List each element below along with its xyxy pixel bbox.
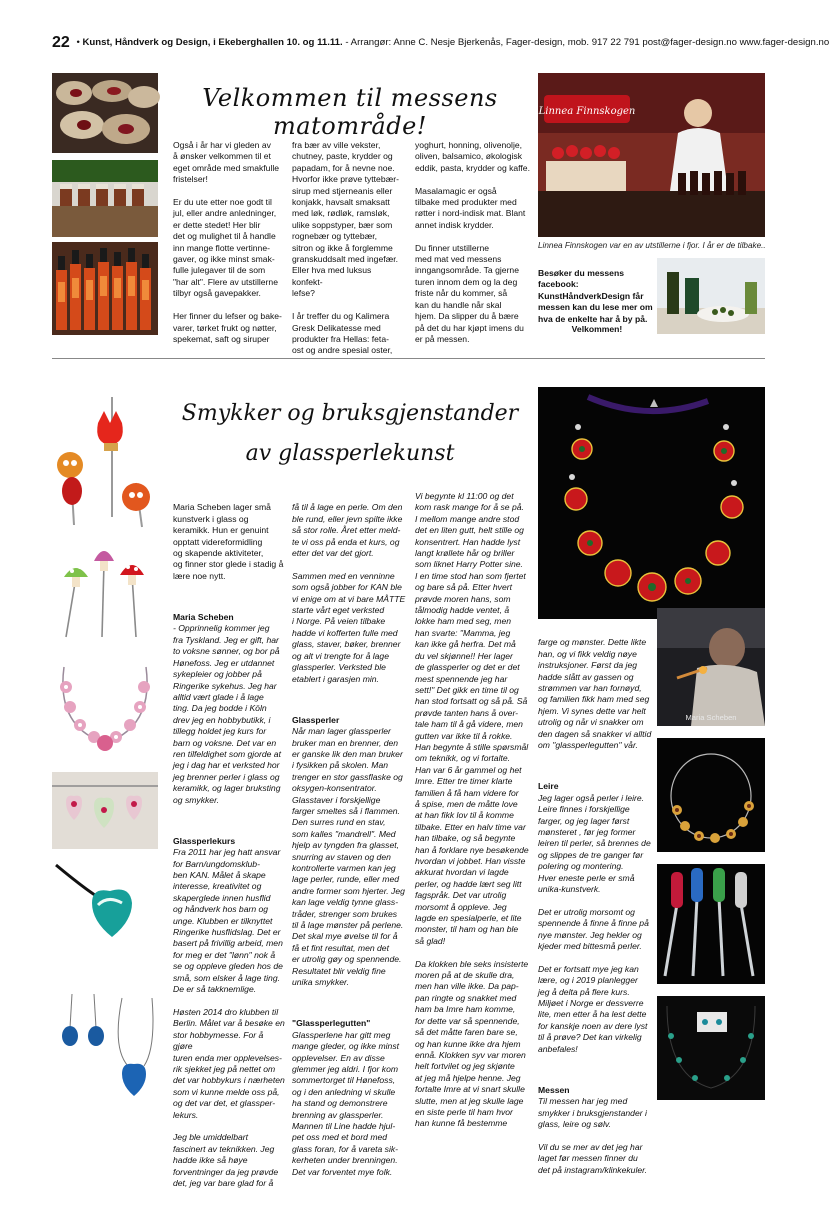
header-bullet: •	[76, 37, 80, 48]
col4-opening-text: farge og mønster. Dette likte han, og vi fikk veldig nøye instruksjoner. Først da jeg hadde slått av gassen og strømmen var han fornøyd, og familien fikk ham med seg hjem. Vi synes dette var helt utrolig og når vi snakker om den dagen så snakker vi alltid om "glassperlegutten" vår.	[538, 637, 652, 751]
section1-title: Velkommen til messens matområde!	[202, 84, 498, 140]
heading-glassperlekurs: Glassperlekurs	[173, 835, 236, 846]
glass-bead-necklace-photo	[538, 387, 765, 619]
page-header	[52, 34, 829, 52]
section1-column-1: Også i år har vi gleden av å ønsker velkommen til et eget område med smakfulle fristelser! Er du ute etter noe godt til jul, eller andre anledninger, er dette stedet! Her blir det og mulighet til å handle inn mange flotte vertinne- gaver, og ikke minst smak- fulle julegaver til de som "har alt". Flere av utstillerne tilbyr også gavepakker. Her finner du lefser og bake- varer, tørket frukt og nøtter, spekemat, saft og siruper	[173, 140, 282, 344]
glassperlekurs-paragraph	[173, 824, 285, 1189]
maria-photo-label: Maria Scheben	[685, 713, 737, 722]
facebook-note: Besøker du messens facebook: KunstHåndverkDesign får messen kan du lese mer om hva de enkelte har å by på.	[538, 268, 653, 324]
section2-column-2	[292, 491, 407, 1177]
section2-column-3: Vi begynte kl 11:00 og det kom rask mange for å se på. I mellom mange andre stod det en liten gutt, helt stille og konsentrert. Han hadde lyst langt krøllete hår og briller som liknet Harry Potter sine. I en time stod han som fjertet og bare så på. Etter hvert prøvde moren hans, som tålmodig hadde ventet, å lokke ham med seg, men han svarte: "Mamma, jeg kan ikke gå herfra. Det må du vel skjønne!! Her lager de glassperler og det er det mest spennende jeg har sett!" Det gikk en time til og han stod fortsatt og så på. Så prøvde tanten hans å over- tale ham til å gå videre, men gutten var ikke til å rokke. Han begynte å stille spørsmål om teknikk, og vi fortalte. Han var 6 år gammel og het Imre. Etter tre timer klarte familien å få ham videre for å spise, men de måtte love at han fikk lov til å komme tilbake. Etter en halv time var han tilbake, og så begynte han å forklare nye besøkende hvordan vi jobbet. Han visste akkurat hvordan vi lagde perler, og hadde lært seg litt fagspråk. Det var utrolig morsomt å oppleve. Jeg lagde en spesialperle, et lite monster, til ham og han ble så glad! Da klokken ble seks insisterte moren på at de skulle dra, men han ville ikke. Da pap- pan ringte og snakket med ham ba Imre ham komme, for dette var så spennende, så det måtte faren bare se, og han kunne ikke dra hjem ennå. Klokken syv var moren helt fortvilet og jeg skjønte at jeg må hjelpe henne. Jeg fortalte Imre at vi snart skulle slutte, men at jeg skulle lage en siste perle til ham hvor han kunne få bestemme	[415, 491, 529, 1129]
header-title: Kunst, Håndverk og Design, i Ekeberghallen 10. og 11.11.	[82, 37, 343, 48]
necklace-display-photo	[657, 996, 765, 1100]
section2-column-4	[538, 626, 656, 1175]
pink-bead-necklace-photo	[52, 647, 158, 765]
stand-photo-caption: Linnea Finnskogen var en av utstillerne i fjor. I år er de tilbake..	[538, 241, 766, 250]
section2-column-1	[173, 491, 285, 1188]
section1-column-2: fra bær av ville vekster, chutney, paste, krydder og papadam, for å nevne noe. Hvorfor ikke prøve tyttebær- sirup med stjerneanis eller konjakk, havsalt smaksatt med løk, rødløk, ramsløk, ulike soppstyper, bær som rognebær og tyttebær, sitron og ikke å forglemme granskuddsalt med ingefær. Eller hva med luksus konfekt- lefse? I år treffer du og Kalimera Gresk Delikatesse med produkter fra Hellas: feta- ost og andre spesial oster,	[292, 140, 399, 356]
glassperler-paragraph	[292, 703, 407, 988]
messen-text: Til messen har jeg med smykker i bruksgjenstander i glass, leire og sølv. Vil du se mer av det jeg har laget før messen finner du det på instagram/klinkekuler.	[538, 1096, 648, 1175]
maria-scheben-paragraph	[173, 601, 285, 806]
glassperlekurs-text: Fra 2011 har jeg hatt ansvar for Barn/ungdomsklub- ben KAN. Målet å skape interesse, kreativitet og skaperglede innen husflid og håndverk hos barn og unge. Klubben er tilknyttet Ringerike husflidslag. Det er basert på frivillig arbeid, men for meg er det "lønn" nok å se og oppleve gleden hos de små, som elsker å lage ting. De er så takknemlige. Høsten 2014 dro klubben til Berlin. Målet var å besøke en stor hobbymesse. For å gjøre turen enda mer opplevelses- rik sjekket jeg på nettet om det var hobbykurs i nærheten som vi kunne melde oss på, og det var det, et glassper- lekurs. Jeg ble umiddelbart fascinert av teknikken. Jeg hadde ikke så høye forventninger da jeg prøvde det, jeg var bare glad for å	[173, 847, 285, 1188]
heading-glassperler: Glassperler	[292, 714, 340, 725]
teal-heart-pendant-photo	[52, 855, 158, 947]
leire-text: Jeg lager også perler i leire. Leire finnes i forskjellige farger, og jeg lager først mønsteret , før jeg former leiren til perler, så brennes de og slippes de tre ganger før polering og montering. Hver eneste perle er små unika-kunstverk. Det er utrolig morsomt og spennende å finne å finne på nye mønster. Jeg hekler og kjeder med bittesmå perler. Det er fortsatt mye jeg kan lære, og i 2019 planlegger jeg å delta på flere kurs. Miljøet i Norge er dessverre lite, men etter å ha lest dette for kanskje noen av dere lyst til å prøve? Det kan virkelig anbefales!	[538, 792, 651, 1054]
heading-leire: Leire	[538, 781, 559, 792]
glassperler-text: Når man lager glassperler bruker man en brenner, den er ganske lik den man bruker i fysikken på skolen. Man trenger en stor gassflaske og oksygen-konsentrator. Glasstaver i forskjellige farger smeltes så i flammen. Den surres rund en stav, som kalles "mandrell". Med hjelp av tyngden fra glasset, snurring av staven og den kontrollerte varmen kan jeg lage perler, runde, eller med andre former som hjerter. Jeg kan lage veldig tynne glass- tråder, strenger som brukes til å lage mønster på perlene. Det skal mye øvelse til for å få et fint resultat, men det er utrolig gøy og spennende. Resultatet blir veldig fine unika smykker.	[292, 726, 405, 988]
linnea-finnskogen-stand-photo	[538, 73, 765, 237]
section-divider	[52, 358, 765, 359]
leire-paragraph	[538, 770, 656, 1055]
glassperlegutten-paragraph	[292, 1007, 407, 1178]
messen-paragraph	[538, 1073, 656, 1176]
heading-glassperlegutten: "Glassperlegutten"	[292, 1018, 371, 1029]
blue-heart-jewelry-photo	[52, 988, 158, 1100]
glass-animal-pins-photo	[52, 387, 158, 529]
stand-banner-text: Linnea Finnskogen	[538, 106, 636, 117]
mushroom-pins-photo	[52, 537, 158, 639]
header-contact: - Arrangør: Anne C. Nesje Bjerkenås, Fager-design, mob. 917 22 791 post@fager-design.no www.fager-design.no	[342, 37, 829, 48]
deli-products-photo	[657, 258, 765, 334]
page-number: 22	[52, 34, 70, 51]
oysters-photo	[52, 73, 158, 153]
intro-paragraph: Maria Scheben lager små kunstverk i glass og keramikk. Hun er genuint opptatt videreformidling og skapende aktiviteter, og finner stor glede i stadig å lære noe nytt.	[173, 502, 284, 581]
heart-pendants-photo	[52, 772, 158, 849]
maria-scheben-photo	[657, 608, 765, 726]
heading-messen: Messen	[538, 1084, 570, 1095]
maria-scheben-text: - Opprinnelig kommer jeg fra Tyskland. Jeg er gift, har to voksne sønner, og bor på Hønefoss. Jeg er utdannet sykepleier og jobber på Ringerike sykehus. Jeg har alltid vært glade i å lage ting. Da jeg bodde i Köln drev jeg en hobbybutikk, i tillegg holdet jeg kurs for barn og voksne. Det var en ren tilfeldighet som gjorde at jeg i dag har et verksted hor jeg brenner perler i glass og keramikk, og lager bruksting og smykker.	[173, 623, 281, 805]
section1-column-3: yoghurt, honning, olivenolje, oliven, balsamico, økologisk eddik, pasta, krydder og kaffe. Masalamagic er også tilbake med produkter med røtter i nord-indisk mat. Blant annet indisk krydder. Du finner utstillerne med mat ved messens inngangsområde. Ta gjerne turen innom dem og la deg friste når du kommer, så kan du handle når skal hjem. Da slipper du å bære på det du har kjøpt imens du er på messen.	[415, 140, 530, 344]
clay-bead-necklace-photo	[657, 738, 765, 852]
jars-shelf-photo	[52, 160, 158, 237]
welcome-text: Velkommen!	[571, 324, 623, 334]
section2-title: Smykker og bruksgjenstander av glassperlekunst	[181, 401, 519, 466]
bead-knives-photo	[657, 864, 765, 984]
bottles-photo	[52, 242, 158, 335]
col2-opening-text: få til å lage en perle. Om den ble rund, eller jevn spilte ikke så stor rolle. Året etter meld- te vi oss på enda et kurs, og etter det var det gjort. Sammen med en venninne som også jobber for KAN ble vi enige om at vi bare MÅTTE starte vårt eget verksted i Norge. På veien tilbake hadde vi kofferten fulle med glass, staver, bøker, brenner og alt vi trengte for å lage glassperler. Verksted ble etablert i garasjen min.	[292, 502, 406, 684]
glassperlegutten-text: Glassperlene har gitt meg mange gleder, og ikke minst opplevelser. En av disse glemmer jeg aldri. I fjor kom sommertorget til Hønefoss, og i den anledning vi skulle ha stand og demonstrere brenning av glassperler. Mannen til Line hadde hjul- pet oss med et bord med glass foran, for å vareta sik- kerheten under brenningen. Det var forventet mye folk.	[292, 1029, 400, 1177]
heading-maria-scheben: Maria Scheben	[173, 612, 234, 623]
